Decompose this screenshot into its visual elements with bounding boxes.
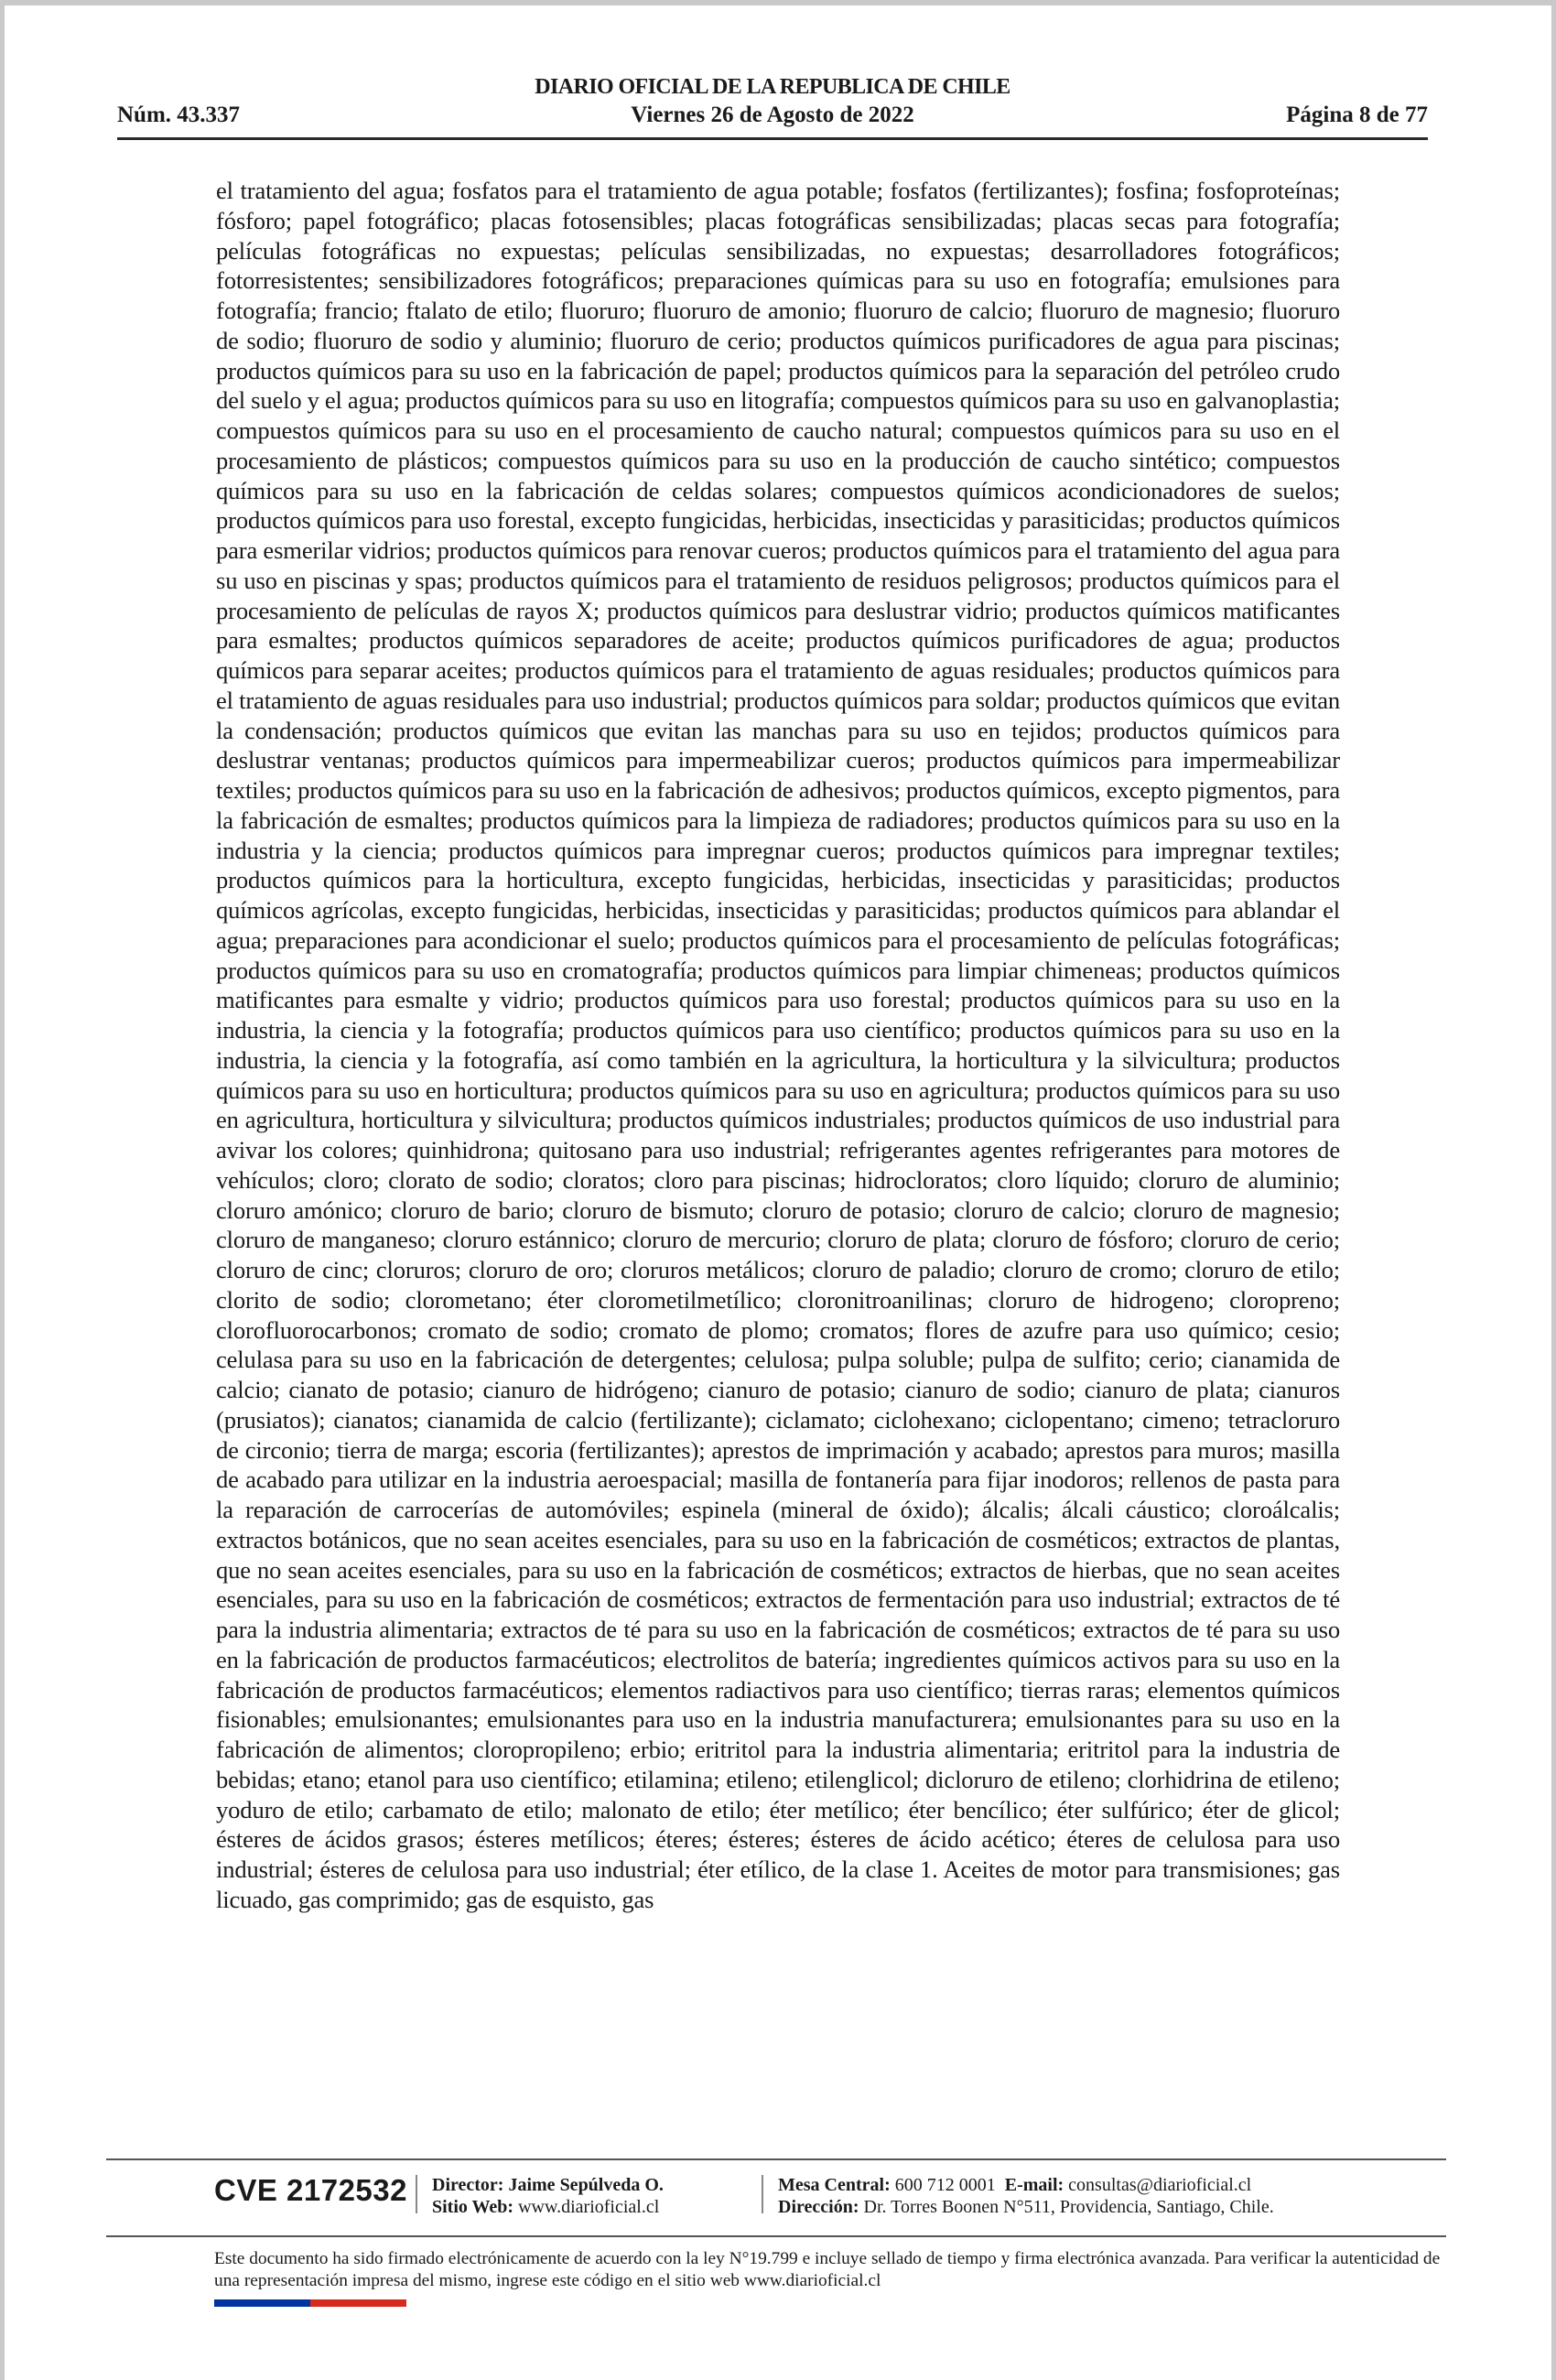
flag-red-stripe <box>310 2299 406 2307</box>
flag-blue-stripe <box>214 2299 310 2307</box>
issue-date: Viernes 26 de Agosto de 2022 <box>631 103 914 127</box>
flag-bar <box>214 2299 406 2307</box>
director-label: Director: <box>432 2175 504 2195</box>
header-divider <box>117 137 1428 140</box>
address-text: Dr. Torres Boonen N°511, Providencia, Santiago, Chile. <box>863 2197 1274 2217</box>
page-footer <box>106 2158 1446 2342</box>
issue-number: Núm. 43.337 <box>117 103 241 127</box>
address-label: Dirección: <box>778 2197 859 2217</box>
page-header <box>117 75 1428 146</box>
legal-note: Este documento ha sido firmado electrónicamente de acuerdo con la ley N°19.799 e incluye sellado de tiempo y firma electrónica avanzada. Para verificar la autenticidad de una representación impresa del mismo, ingrese este código en el sitio web www.diarioficial.cl <box>214 2249 1441 2290</box>
email-link[interactable]: consultas@diarioficial.cl <box>1068 2175 1252 2195</box>
page-number: Página 8 de 77 <box>1286 103 1428 127</box>
address-line <box>778 2196 1274 2218</box>
website-line <box>432 2196 664 2218</box>
footer-separator <box>416 2175 417 2213</box>
contact-block <box>778 2174 1274 2218</box>
phone-label: Mesa Central: <box>778 2175 891 2195</box>
director-line <box>432 2174 664 2196</box>
director-name: Jaime Sepúlveda O. <box>508 2175 664 2195</box>
body-paragraph: el tratamiento del agua; fosfatos para el tratamiento de agua potable; fosfatos (fertilizantes); fosfina; fosfoproteínas; fósforo; papel fotográfico; placas fotosensibles; placas fotográficas sensibilizadas; placas secas para fotografía; películas fotográficas no expuestas; películas sensibilizadas, no expuestas; desarrolladores fotográficos; fotorresistentes; sensibilizadores fotográficos; preparaciones químicas para su uso en fotografía; emulsiones para fotografía; francio; ftalato de etilo; fluoruro; fluoruro de amonio; fluoruro de calcio; fluoruro de magnesio; fluoruro de sodio; fluoruro de sodio y aluminio; fluoruro de cerio; productos químicos purificadores de agua para piscinas; productos químicos para su uso en la fabricación de papel; productos químicos para la separación del petróleo crudo del suelo y el agua; productos químicos para su uso en litografía; compuestos químicos para su uso en galvanoplastia; compuestos químicos para su uso en el procesamiento de caucho natural; compuestos químicos para su uso en el procesamiento de plásticos; compuestos químicos para su uso en la producción de caucho sintético; compuestos químicos para su uso en la fabricación de celdas solares; compuestos químicos acondicionadores de suelos; productos químicos para uso forestal, excepto fungicidas, herbicidas, insecticidas y parasiticidas; productos químicos para esmerilar vidrios; productos químicos para renovar cueros; productos químicos para el tratamiento del agua para su uso en piscinas y spas; productos químicos para el tratamiento de residuos peligrosos; productos químicos para el procesamiento de películas de rayos X; productos químicos para deslustrar vidrio; productos químicos matificantes para esmaltes; productos químicos separadores de aceite; productos químicos purificadores de agua; productos químicos para separar aceites; productos químicos para el tratamiento de aguas residuales; productos químicos para el tratamiento de aguas residuales para uso industrial; productos químicos para soldar; productos químicos que evitan la condensación; productos químicos que evitan las manchas para su uso en tejidos; productos químicos para deslustrar ventanas; productos químicos para impermeabilizar cueros; productos químicos para impermeabilizar textiles; productos químicos para su uso en la fabricación de adhesivos; productos químicos, excepto pigmentos, para la fabricación de esmaltes; productos químicos para la limpieza de radiadores; productos químicos para su uso en la industria y la ciencia; productos químicos para impregnar cueros; productos químicos para impregnar textiles; productos químicos para la horticultura, excepto fungicidas, herbicidas, insecticidas y parasiticidas; productos químicos agrícolas, excepto fungicidas, herbicidas, insecticidas y parasiticidas; productos químicos para ablandar el agua; preparaciones para acondicionar el suelo; productos químicos para el procesamiento de películas fotográficas; productos químicos para su uso en cromatografía; productos químicos para limpiar chimeneas; productos químicos matificantes para esmalte y vidrio; productos químicos para uso forestal; productos químicos para su uso en la industria, la ciencia y la fotografía; productos químicos para uso científico; productos químicos para su uso en la industria, la ciencia y la fotografía, así como también en la agricultura, la horticultura y la silvicultura; productos químicos para su uso en horticultura; productos químicos para su uso en agricultura; productos químicos para su uso en agricultura, horticultura y silvicultura; productos químicos industriales; productos químicos de uso industrial para avivar los colores; quinhidrona; quitosano para uso industrial; refrigerantes agentes refrigerantes para motores de vehículos; cloro; clorato de sodio; cloratos; cloro para piscinas; hidrocloratos; cloro líquido; cloruro de aluminio; cloruro amónico; cloruro de bario; cloruro de bismuto; cloruro de potasio; cloruro de calcio; cloruro de magnesio; cloruro de manganeso; cloruro estánnico; cloruro de mercurio; cloruro de plata; cloruro de fósforo; cloruro de cerio; cloruro de cinc; cloruros; cloruro de oro; cloruros metálicos; cloruro de paladio; cloruro de cromo; cloruro de etilo; clorito de sodio; clorometano; éter clorometilmetílico; cloronitroanilinas; cloruro de hidrogeno; cloropreno; clorofluorocarbonos; cromato de sodio; cromato de plomo; cromatos; flores de azufre para uso químico; cesio; celulasa para su uso en la fabricación de detergentes; celulosa; pulpa soluble; pulpa de sulfito; cerio; cianamida de calcio; cianato de potasio; cianuro de hidrógeno; cianuro de potasio; cianuro de sodio; cianuro de plata; cianuros (prusiatos); cianatos; cianamida de calcio (fertilizante); ciclamato; ciclohexano; ciclopentano; cimeno; tetracloruro de circonio; tierra de marga; escoria (fertilizantes); aprestos de imprimación y acabado; aprestos para muros; masilla de acabado para utilizar en la industria aeroespacial; masilla de fontanería para fijar inodoros; rellenos de pasta para la reparación de carrocerías de automóviles; espinela (mineral de óxido); álcalis; álcali cáustico; cloroálcalis; extractos botánicos, que no sean aceites esenciales, para su uso en la fabricación de cosméticos; extractos de plantas, que no sean aceites esenciales, para su uso en la fabricación de cosméticos; extractos de hierbas, que no sean aceites esenciales, para su uso en la fabricación de cosméticos; extractos de fermentación para uso industrial; extractos de té para la industria alimentaria; extractos de té para su uso en la fabricación de cosméticos; extractos de té para su uso en la fabricación de productos farmacéuticos; electrolitos de batería; ingredientes químicos activos para su uso en la fabricación de productos farmacéuticos; elementos radiactivos para uso científico; tierras raras; elementos químicos fisionables; emulsionantes; emulsionantes para uso en la industria manufacturera; emulsionantes para su uso en la fabricación de alimentos; cloropropileno; erbio; eritritol para la industria alimentaria; eritritol para la industria de bebidas; etano; etanol para uso científico; etilamina; etileno; etilenglicol; dicloruro de etileno; clorhidrina de etileno; yoduro de etilo; carbamato de etilo; malonato de etilo; éter metílico; éter bencílico; éter sulfúrico; éter de glicol; ésteres de ácidos grasos; ésteres metílicos; éteres; ésteres; ésteres de ácido acético; éteres de celulosa para uso industrial; ésteres de celulosa para uso industrial; éter etílico, de la clase 1. Aceites de motor para transmisiones; gas licuado, gas comprimido; gas de esquisto, gas <box>216 177 1340 1913</box>
contact-line <box>778 2174 1274 2196</box>
footer-separator <box>762 2175 763 2213</box>
website-label: Sitio Web: <box>432 2197 514 2217</box>
footer-divider <box>106 2158 1446 2160</box>
director-block <box>432 2174 664 2218</box>
page-edge <box>1551 0 1556 2380</box>
footer-divider <box>106 2235 1446 2237</box>
page-edge <box>0 0 1556 5</box>
page-edge <box>0 0 5 2380</box>
header-row <box>117 103 1428 135</box>
website-link[interactable]: www.diarioficial.cl <box>518 2197 660 2217</box>
cve-code: CVE 2172532 <box>214 2173 407 2207</box>
phone-number: 600 712 0001 <box>894 2175 996 2195</box>
email-label: E-mail: <box>1004 2175 1064 2195</box>
gazette-title: DIARIO OFICIAL DE LA REPUBLICA DE CHILE <box>535 75 1010 99</box>
